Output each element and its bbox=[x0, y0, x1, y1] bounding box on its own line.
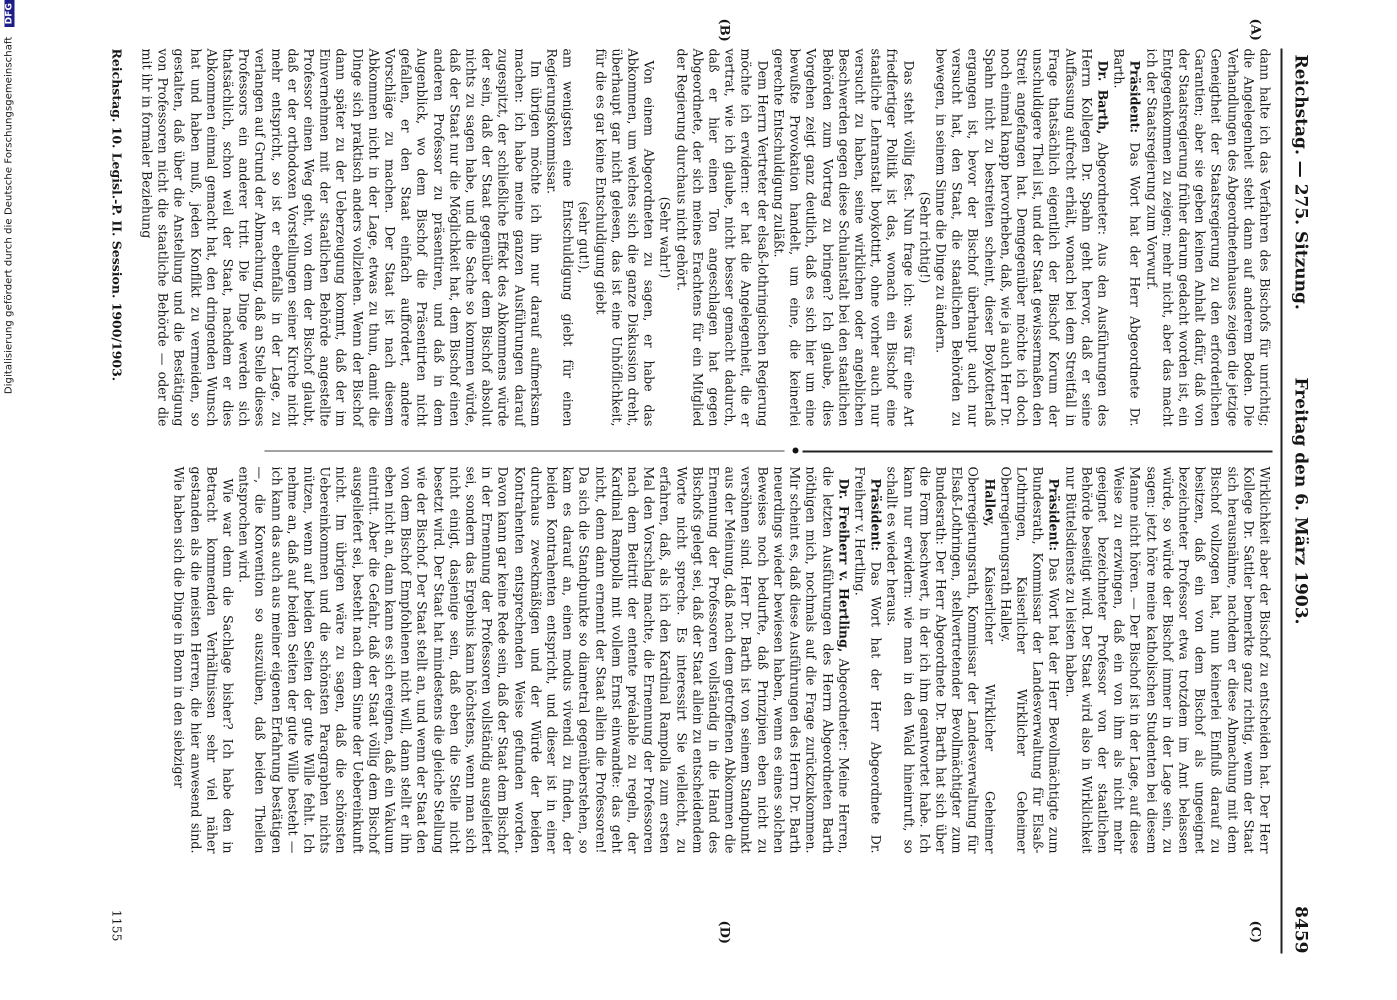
right-paragraph-5 bbox=[235, 466, 851, 853]
left-paragraph-11: Im übrigen möchte ich ihn nur darauf aufmerksam machen: ich habe meine ganzen Ausführungen darauf zugespitzt, der schließliche Effekt des Abkommens würde der sein, daß der Staat gegenüber dem Bischof absolut nichts zu sagen habe, und die Sache so kommen würde, daß der Staat nur die Möglichkeit hat, dem Bischof einen anderen Professor zu präsentiren, und daß in dem Augenblick, wo dem Bischof die Präsentirten nicht gefallen, er den Staat einfach auffordert, andere Vorschläge zu machen. Der Staat ist nach diesem Abkommen nicht in der Lage, etwas zu thun, damit die Dinge sich praktisch anders vollziehen. Wenn der Bischof dann später zu der Ueberzeugung kommt, daß der im Einvernehmen mit der staatlichen Behörde angestellte Professor einen Weg geht, von dem der Bischof glaubt, daß er der orthodoxen Vorstellungen seiner Kirche nicht mehr entspricht, so ist er ebenfalls in der Lage, zu verlangen auf Grund der Abmachung, daß an Stelle dieses Professors ein anderer tritt. Die Dinge werden sich thatsächlich, schon weil der Staat, nachdem er dies Abkommen einmal gemacht hat, den dringenden Wunsch hat und haben muß, jeden Konflikt zu vermeiden, so gestalten, daß über die Anstellung und die Bestätigung von Professoren nicht die staatliche Behörde — oder die mit ihr in formaler Beziehung bbox=[138, 48, 543, 426]
page-footer bbox=[100, 48, 124, 953]
footer-signature: Reichstag. 10. Legisl.-P. II. Session. 1900/1903. bbox=[109, 48, 124, 381]
dfg-logo: DFG bbox=[5, 0, 15, 27]
margin-marker-c: (C) bbox=[1247, 920, 1262, 943]
margin-marker-d: (D) bbox=[716, 920, 731, 944]
left-interjection-1: (Sehr richtig!) bbox=[916, 191, 932, 283]
speaker-label: Präsident: bbox=[868, 478, 884, 551]
header-date: Freitag den 6. März 1903. bbox=[1290, 377, 1310, 624]
left-paragraph-1: dann halte ich das Verfahren des Bischofs für unrichtig; die Angelegenheit steht dann auf anderem Boden. Die Verhandlungen des Abgeordnetenhauses zeigen die jetzige Geneigtheit der Staatsregierung zu den erforderlichen Garantien; aber sie geben keinen Anhalt dafür, daß von der Staatsregierung früher darum gedacht worden ist, ein Entgegenkommen zu zeigen; mehr nicht, aber das macht ich der Staatsregierung zum Vorwurf. bbox=[1143, 48, 1272, 426]
speaker-label: Halley, bbox=[981, 478, 997, 527]
right-paragraph-1: Wirklichkeit aber der Bischof zu entscheiden hat. Der Herr Kollege Dr. Sattler bemerkte ganz richtig, wenn der Staat sich herausnähme, nachdem er diese Abmachung mit dem Bischof vollzogen hat, nun keinerlei Einfluß darauf zu besitzen, daß ein von dem Bischof als ungeeignet bezeichneter Professor etwa trotzdem im Amt belassen würde, so würde der Bischof immer in der Lage sein, zu sagen: jetzt höre meine katholischen Studenten bei diesem Manne nicht hören. — Der Bischof ist in der Lage, auf diese Weise zu erzwingen, daß ein von ihm als nicht mehr geeignet bezeichneter Professor von der staatlichen Behörde beseitigt wird. Der Staat wird also in Wirklichkeit nur Büttelsdienste zu leisten haben. bbox=[1062, 466, 1272, 853]
left-interjection-3: (sehr gut!), bbox=[576, 200, 592, 274]
header-session: Reichstag. — 275. Sitzung. bbox=[1290, 54, 1310, 310]
speaker-label: Dr. Freiherr v. Hertling, bbox=[835, 478, 851, 652]
margin-marker-b: (B) bbox=[716, 18, 731, 42]
left-paragraph-2 bbox=[1110, 48, 1142, 426]
right-paragraph-2 bbox=[997, 466, 1062, 853]
right-paragraph-4 bbox=[851, 466, 883, 853]
footer-sheet-number: 1155 bbox=[109, 909, 124, 941]
header-rule bbox=[1280, 48, 1282, 953]
speaker-label: Dr. Barth, bbox=[1094, 60, 1110, 134]
left-paragraph-5: Das steht völlig fest. Nun frage ich: was für eine Art friedfertiger Politik ist das, wonach ein Bischof eine staatliche Lehranstalt boykottirt, ohne vorher auch nur versucht zu haben, seine wirklichen oder angeblichen Beschwerden gegen diese Schulanstalt bei den staatlichen Behörden zum Vortrag zu bringen? Ich glaube, dies Vorgehen zeigt ganz deutlich, daß es sich hier um eine bewußte Provokation handelt, um eine, die keinerlei gerechte Entschuldigung zuläßt. bbox=[770, 48, 916, 426]
right-paragraph-3 bbox=[883, 466, 996, 853]
paragraph-text: Abgeordneter: Meine Herren, die letzten Ausführungen des Herrn Abgeordneten Barth nöthigen mich, nochmals auf die Frage zurückzukommen. Mir scheint es, daß diese Ausführungen des Herrn Dr. Barth neuerdings wieder bewiesen haben, wenn es eines solchen Beweises noch bedurfte, daß Prinzipien eben nicht zu versöhnen sind. Herr Dr. Barth ist von seinem Standpunkt aus der Meinung, daß nach dem getroffenen Abkommen die Ernennung der Professoren vollständig in die Hand des Bischofs gelegt sei, daß der Staat allein zu entscheidendem Worte nicht spreche. Es interessirt Sie vielleicht, zu erfahren, daß, als ich den Kardinal Rampolla zum ersten Mal den Vorschlag machte, die Ernennung der Professoren nach dem Beitritt der entente préalable zu regeln, der Kardinal Rampolla mit vollem Ernst einwandte: das geht nicht, denn dann ernennt der Staat allein die Professoren! Da sich die Standpunkte so diametral gegenüberstehen, so kam es darauf an, einen modus vivendi zu finden, der beiden Kontrahenten entspricht, und dieser ist in einer durchaus zweckmäßigen und der Würde der beiden Kontrahenten entsprechenden Weise gefunden worden. Davon kann gar keine Rede sein, daß der Staat dem Bischof in der Ernennung der Professoren vollständig ausgeliefert sei, sondern das Ergebnis kann höchstens, wenn man sich nicht einigt, dasjenige sein, daß eben die Stelle nicht besetzt wird. Der Staat hat mindestens die gleiche Stellung wie der Bischof. Der Staat stellt an, und wenn der Staat den von dem Bischof Empfohlenen nicht will, dann stellt er ihn eben nicht an, dann kann es sich ereignen, daß ein Vakuum eintritt. Aber die Gefahr, daß der Staat völlig dem Bischof ausgeliefert sei, besteht nach dem Sinne der Uebereinkunft nicht. Im übrigen wäre zu sagen, daß die schönsten Uebereinkommen und die schönsten Paragraphen nichts nützen, wenn auf beiden Seiten der gute Wille fehlt. Ich nehme an, daß auf beiden Seiten der gute Wille besteht — ich kann das auch aus meiner eigenen Erfahrung bestätigen —, die Konvention so auszuüben, daß beiden Theilen entsprochen wird. bbox=[236, 466, 851, 853]
left-interjection-2: (Sehr wahr!) bbox=[657, 196, 673, 278]
left-paragraph-8: Von einem Abgeordneten zu sagen, er habe das Abkommen, um welches sich die ganze Diskussion dreht, überhaupt gar nicht gelesen, das ist eine Unhöflichkeit, für die es gar keine Entschuldigung giebt bbox=[592, 48, 657, 426]
left-paragraph-10: am wenigsten eine Entschuldigung giebt für einen Regierungskommissar. bbox=[544, 48, 576, 426]
speaker-label: Präsident: bbox=[1046, 478, 1062, 551]
paragraph-text: Das Wort hat der Herr Abgeordnete Dr. Barth. bbox=[1111, 48, 1143, 426]
speaker-label: Präsident: bbox=[1127, 60, 1143, 133]
page-header bbox=[1282, 48, 1316, 953]
right-paragraph-6: Wie war denn die Sachlage bisher? Ich habe den in Betracht kommenden Verhältnissen sehr viel näher gestanden als die meisten Herren, die hier anwesend sind. Wie haben sich die Dinge in Bonn in den siebziger bbox=[171, 466, 235, 853]
header-page-number: 8459 bbox=[1290, 905, 1310, 953]
right-column bbox=[170, 466, 1272, 853]
margin-marker-a: (A) bbox=[1247, 18, 1262, 41]
divider-dot bbox=[792, 447, 798, 453]
column-divider bbox=[802, 450, 1272, 452]
scanned-page-viewport bbox=[96, 18, 1316, 953]
digitization-credit-text: Digitalisierung gefördert durch die Deutsche Forschungsgemeinschaft bbox=[3, 36, 15, 395]
digitization-credit-sidebar bbox=[0, 0, 18, 1000]
scanned-page bbox=[96, 18, 1316, 953]
left-column bbox=[138, 48, 1272, 426]
left-paragraph-6: Dem Herrn Vertreter der elsaß-lothringischen Regierung möchte ich erwidern: er hat die Angelegenheit, die er vertrat, wie ich glaube, nicht besser gemacht dadurch, daß er hier einen Ton angeschlagen hat gegen Abgeordnete, der sich meines Erachtens für ein Mitglied der Regierung durchaus nicht gehört. bbox=[673, 48, 770, 426]
paragraph-text: Abgeordneter: Aus den Ausführungen des Herrn Kollegen Dr. Spahn geht hervor, daß er seine Auffassung aufrecht erhält, wonach bei dem Streitfall in Frage thatsächlich eigentlich der Bischof Korum der unschuldigere Theil ist, und der Staat gewissermaßen den Streit angefangen hat. Demgegenüber möchte ich doch noch einmal knapp hervorheben, daß, wie ja auch Herr Dr. Spahn nicht zu bestreiten scheint, dieser Boykotterlaß ergangen ist, bevor der Bischof überhaupt auch nur versucht hat, den Staat, die staatlichen Behörden zu bewegen, in seinem Sinne die Dinge zu ändern. bbox=[932, 48, 1110, 426]
paragraph-text: Das Wort hat der Herr Abgeordnete Dr. Freiherr v. Hertling. bbox=[851, 466, 884, 853]
paragraph-text: Das Wort hat der Herr Bevollmächtigte zum Bundesrath, Kommissar der Landesverwaltung für Elsaß-Lothringen, Kaiserlicher Wirklicher Geheimer Oberregierungsrath Halley. bbox=[997, 466, 1062, 853]
column-divider-lower bbox=[264, 450, 784, 451]
paragraph-text: Kaiserlicher Wirklicher Geheimer Oberregierungsrath, Kommissar der Landesverwaltung für Elsaß-Lothringen, stellvertretender Bevollmächtigter zum Bundesrath: Der Herr Abgeordnete Dr. Barth hat sich über die Form beschwert, in der ich ihm geantwortet habe. Ich kann nur erwidern: wie man in den Wald hineinruft, so schallt es wieder heraus. bbox=[884, 466, 997, 853]
left-paragraph-3 bbox=[932, 48, 1110, 426]
